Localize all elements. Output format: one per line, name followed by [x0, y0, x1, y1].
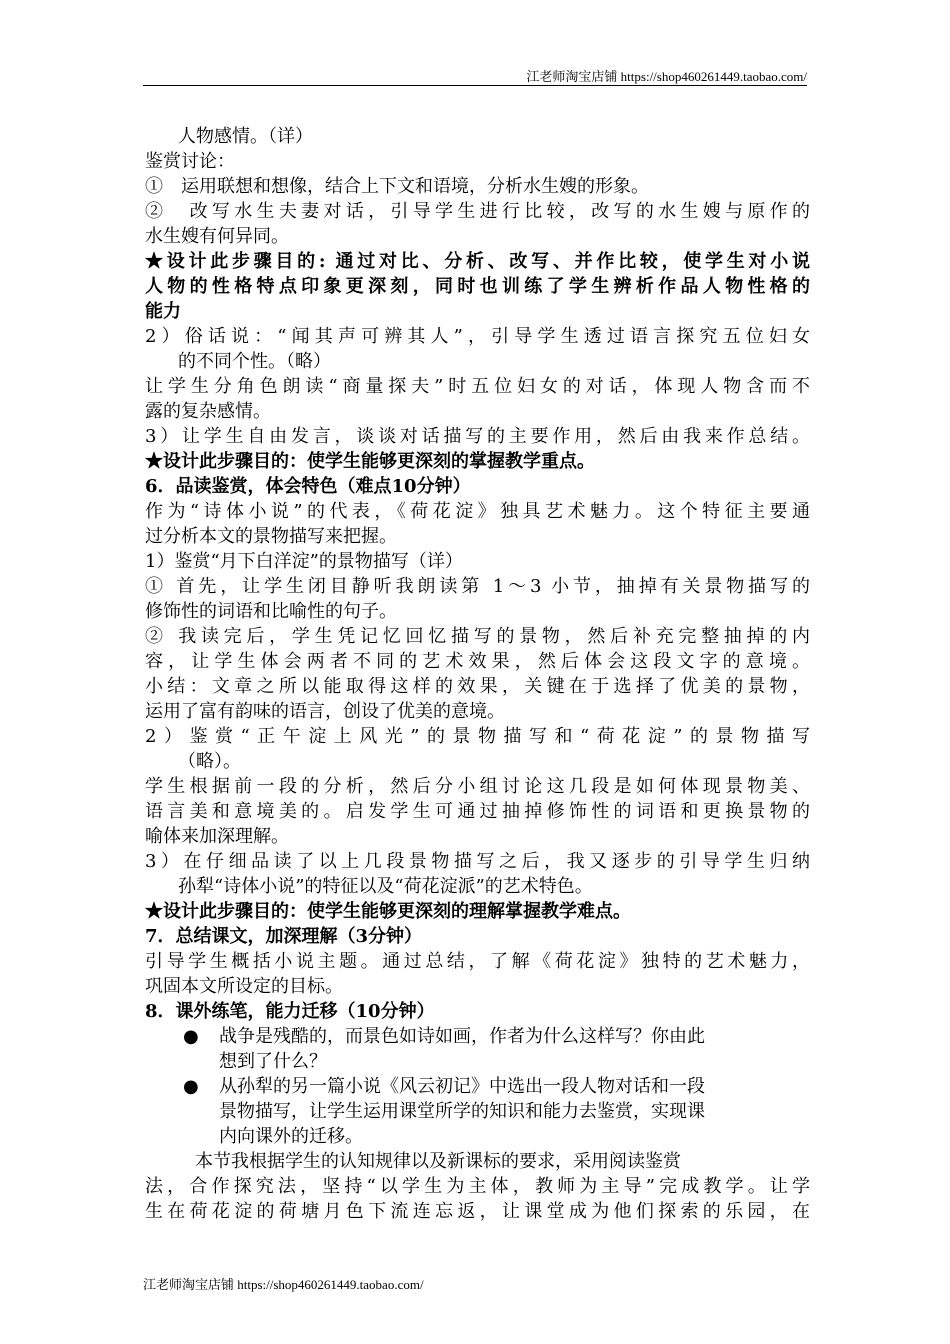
text-line: 喻体来加深理解。	[145, 826, 289, 847]
text-line: 人物感情。（详）	[178, 126, 313, 147]
text-line: 容，让学生体会两者不同的艺术效果，然后体会这段文字的意境。	[145, 651, 810, 672]
text-line: 孙犁“诗体小说”的特征以及“荷花淀派”的艺术特色。	[178, 876, 593, 897]
text-line: 1）鉴赏“月下白洋淀”的景物描写（详）	[145, 551, 463, 572]
header-url: 江老师淘宝店铺 https://shop460261449.taobao.com/	[526, 69, 807, 84]
text-line: 法，合作探究法，坚持“以学生为主体，教师为主导”完成教学。让学	[145, 1176, 810, 1197]
text-line: 巩固本文所设定的目标。	[145, 976, 343, 997]
text-line: 本节我根据学生的认知规律以及新课标的要求，采用阅读鉴赏	[195, 1151, 681, 1172]
text-line: ② 改写水生夫妻对话，引导学生进行比较，改写的水生嫂与原作的	[145, 201, 810, 222]
design-purpose-line: ★设计此步骤目的：使学生能够更深刻的理解掌握教学难点。	[145, 901, 631, 922]
text-line: 生在荷花淀的荷塘月色下流连忘返，让课堂成为他们探索的乐园，在	[145, 1201, 810, 1222]
section-heading: 8．课外练笔，能力迁移（10分钟）	[145, 1001, 435, 1022]
design-purpose-line: ★设计此步骤目的: 通过对比、分析、改写、并作比较，使学生对小说	[145, 251, 810, 272]
text-line: 运用了富有韵味的语言，创设了优美的意境。	[145, 701, 505, 722]
text-line: ① 首先，让学生闭目静听我朗读第 1～3 小节，抽掉有关景物描写的	[145, 576, 810, 597]
text-line: 景物描写，让学生运用课堂所学的知识和能力去鉴赏，实现课	[219, 1101, 705, 1122]
header-divider	[143, 85, 807, 86]
section-heading: 7．总结课文，加深理解（3分钟）	[145, 926, 423, 947]
text-line: （略）。	[178, 751, 241, 772]
footer-url: 江老师淘宝店铺 https://shop460261449.taobao.com/	[143, 1277, 424, 1292]
text-line: 3）在仔细品读了以上几段景物描写之后，我又逐步的引导学生归纳	[145, 851, 810, 872]
text-line: 水生嫂有何异同。	[145, 226, 289, 247]
text-line: 内向课外的迁移。	[219, 1126, 363, 1147]
section-heading: 6．品读鉴赏，体会特色（难点10分钟）	[145, 476, 471, 497]
bullet-icon: ●	[183, 1076, 199, 1097]
text-line: 3）让学生自由发言，谈谈对话描写的主要作用，然后由我来作总结。	[145, 426, 810, 447]
bullet-item	[145, 1074, 810, 1099]
design-purpose-line: 能力	[145, 301, 181, 322]
text-line: 语言美和意境美的。启发学生可通过抽掉修饰性的词语和更换景物的	[145, 801, 810, 822]
text-line: 修饰性的词语和比喻性的句子。	[145, 601, 397, 622]
text-line: 让学生分角色朗读“商量探夫”时五位妇女的对话，体现人物含而不	[145, 376, 810, 397]
bullet-text: 从孙犁的另一篇小说《风云初记》中选出一段人物对话和一段	[219, 1076, 705, 1097]
text-line: 2）鉴赏“正午淀上风光”的景物描写和“荷花淀”的景物描写	[145, 726, 810, 747]
text-line: 露的复杂感情。	[145, 401, 271, 422]
design-purpose-line: ★设计此步骤目的：使学生能够更深刻的掌握教学重点。	[145, 451, 595, 472]
text-line: 学生根据前一段的分析，然后分小组讨论这几段是如何体现景物美、	[145, 776, 810, 797]
text-line: 鉴赏讨论：	[145, 151, 235, 172]
text-line: 想到了什么？	[219, 1051, 327, 1072]
text-line: 2）俗话说：“闻其声可辨其人”，引导学生透过语言探究五位妇女	[145, 326, 810, 347]
text-line: 过分析本文的景物描写来把握。	[145, 526, 397, 547]
bullet-item	[145, 1024, 810, 1049]
text-line: 引导学生概括小说主题。通过总结，了解《荷花淀》独特的艺术魅力，	[145, 951, 810, 972]
text-line: ① 运用联想和想像，结合上下文和语境，分析水生嫂的形象。	[145, 176, 649, 197]
bullet-icon: ●	[183, 1026, 199, 1047]
text-line: ② 我读完后，学生凭记忆回忆描写的景物，然后补充完整抽掉的内	[145, 626, 810, 647]
bullet-text: 战争是残酷的，而景色如诗如画，作者为什么这样写？你由此	[219, 1026, 705, 1047]
text-line: 作为“诗体小说”的代表，《荷花淀》独具艺术魅力。这个特征主要通	[145, 501, 810, 522]
text-line: 小结：文章之所以能取得这样的效果，关键在于选择了优美的景物，	[145, 676, 810, 697]
text-line: 的不同个性。（略）	[178, 351, 331, 372]
design-purpose-line: 人物的性格特点印象更深刻，同时也训练了学生辨析作品人物性格的	[145, 276, 810, 297]
document-body	[145, 124, 810, 1224]
